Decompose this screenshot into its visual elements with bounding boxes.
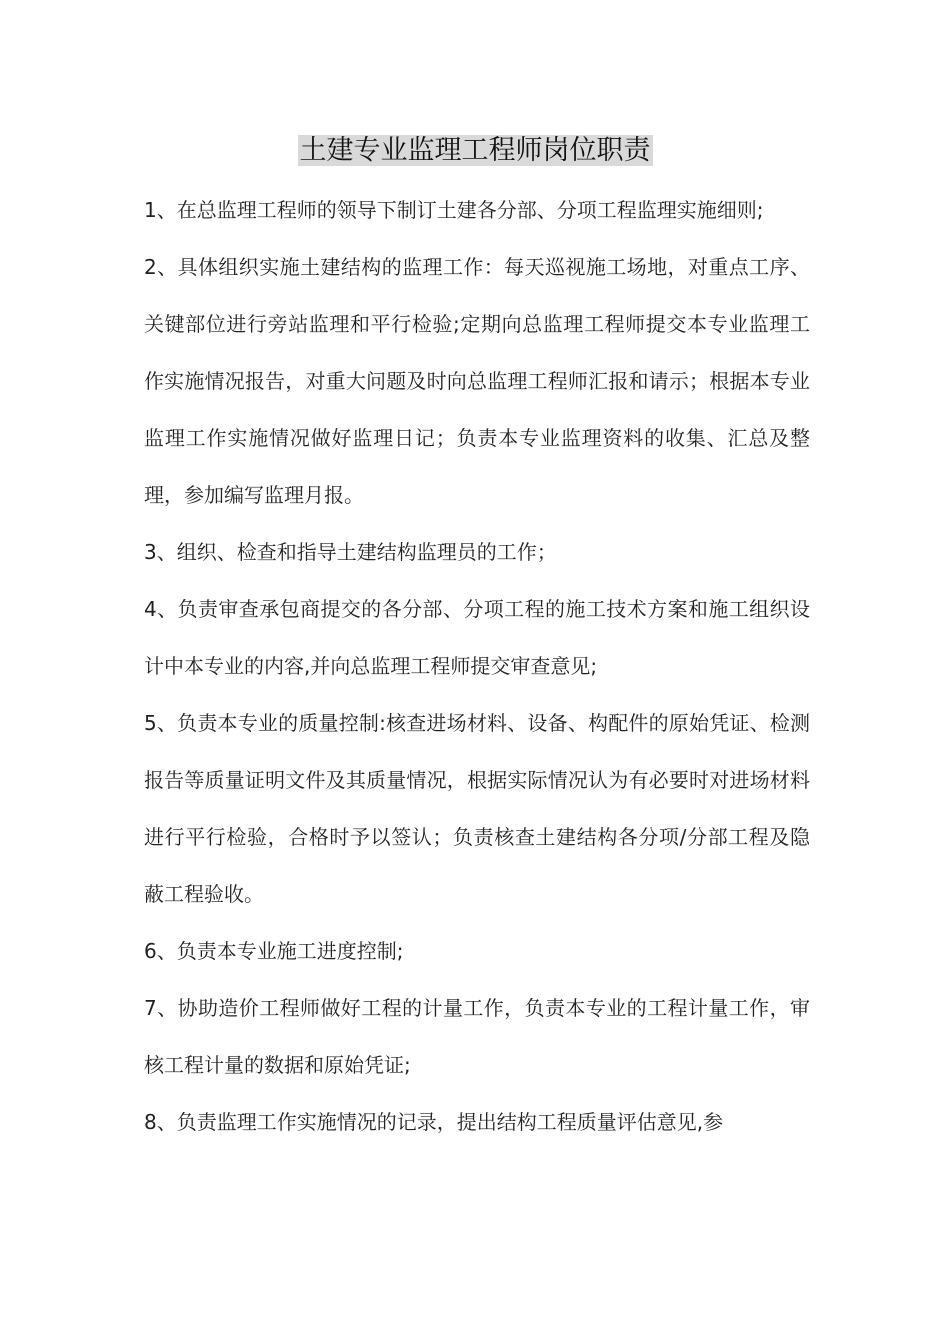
paragraph-4: 4、负责审查承包商提交的各分部、分项工程的施工技术方案和施工组织设计中本专业的内容,并向总监理工程师提交审查意见; [144,597,810,678]
paragraph-3: 3、组织、检查和指导土建结构监理员的工作； [144,540,557,564]
paragraph-8: 8、负责监理工作实施情况的记录，提出结构工程质量评估意见,参 [144,1110,724,1134]
paragraph-7: 7、协助造价工程师做好工程的计量工作，负责本专业的工程计量工作，审核工程计量的数据和原始凭证; [144,996,810,1077]
document-title-text: 土建专业监理工程师岗位职责 [299,135,651,166]
document-body [144,182,810,1151]
paragraph-2: 2、具体组织实施土建结构的监理工作：每天巡视施工场地，对重点工序、关键部位进行旁站监理和平行检验;定期向总监理工程师提交本专业监理工作实施情况报告，对重大问题及时向总监理工程师汇报和请示；根据本专业监理工作实施情况做好监理日记；负责本专业监理资料的收集、汇总及整理，参加编写监理月报。 [144,255,810,507]
paragraph-5: 5、负责本专业的质量控制:核查进场材料、设备、构配件的原始凭证、检测报告等质量证明文件及其质量情况，根据实际情况认为有必要时对进场材料进行平行检验，合格时予以签认；负责核查土建结构各分项/分部工程及隐蔽工程验收。 [144,711,810,906]
paragraph-1: 1、在总监理工程师的领导下制订土建各分部、分项工程监理实施细则; [144,198,764,222]
document-title [0,132,950,170]
paragraph-6: 6、负责本专业施工进度控制; [144,939,404,963]
